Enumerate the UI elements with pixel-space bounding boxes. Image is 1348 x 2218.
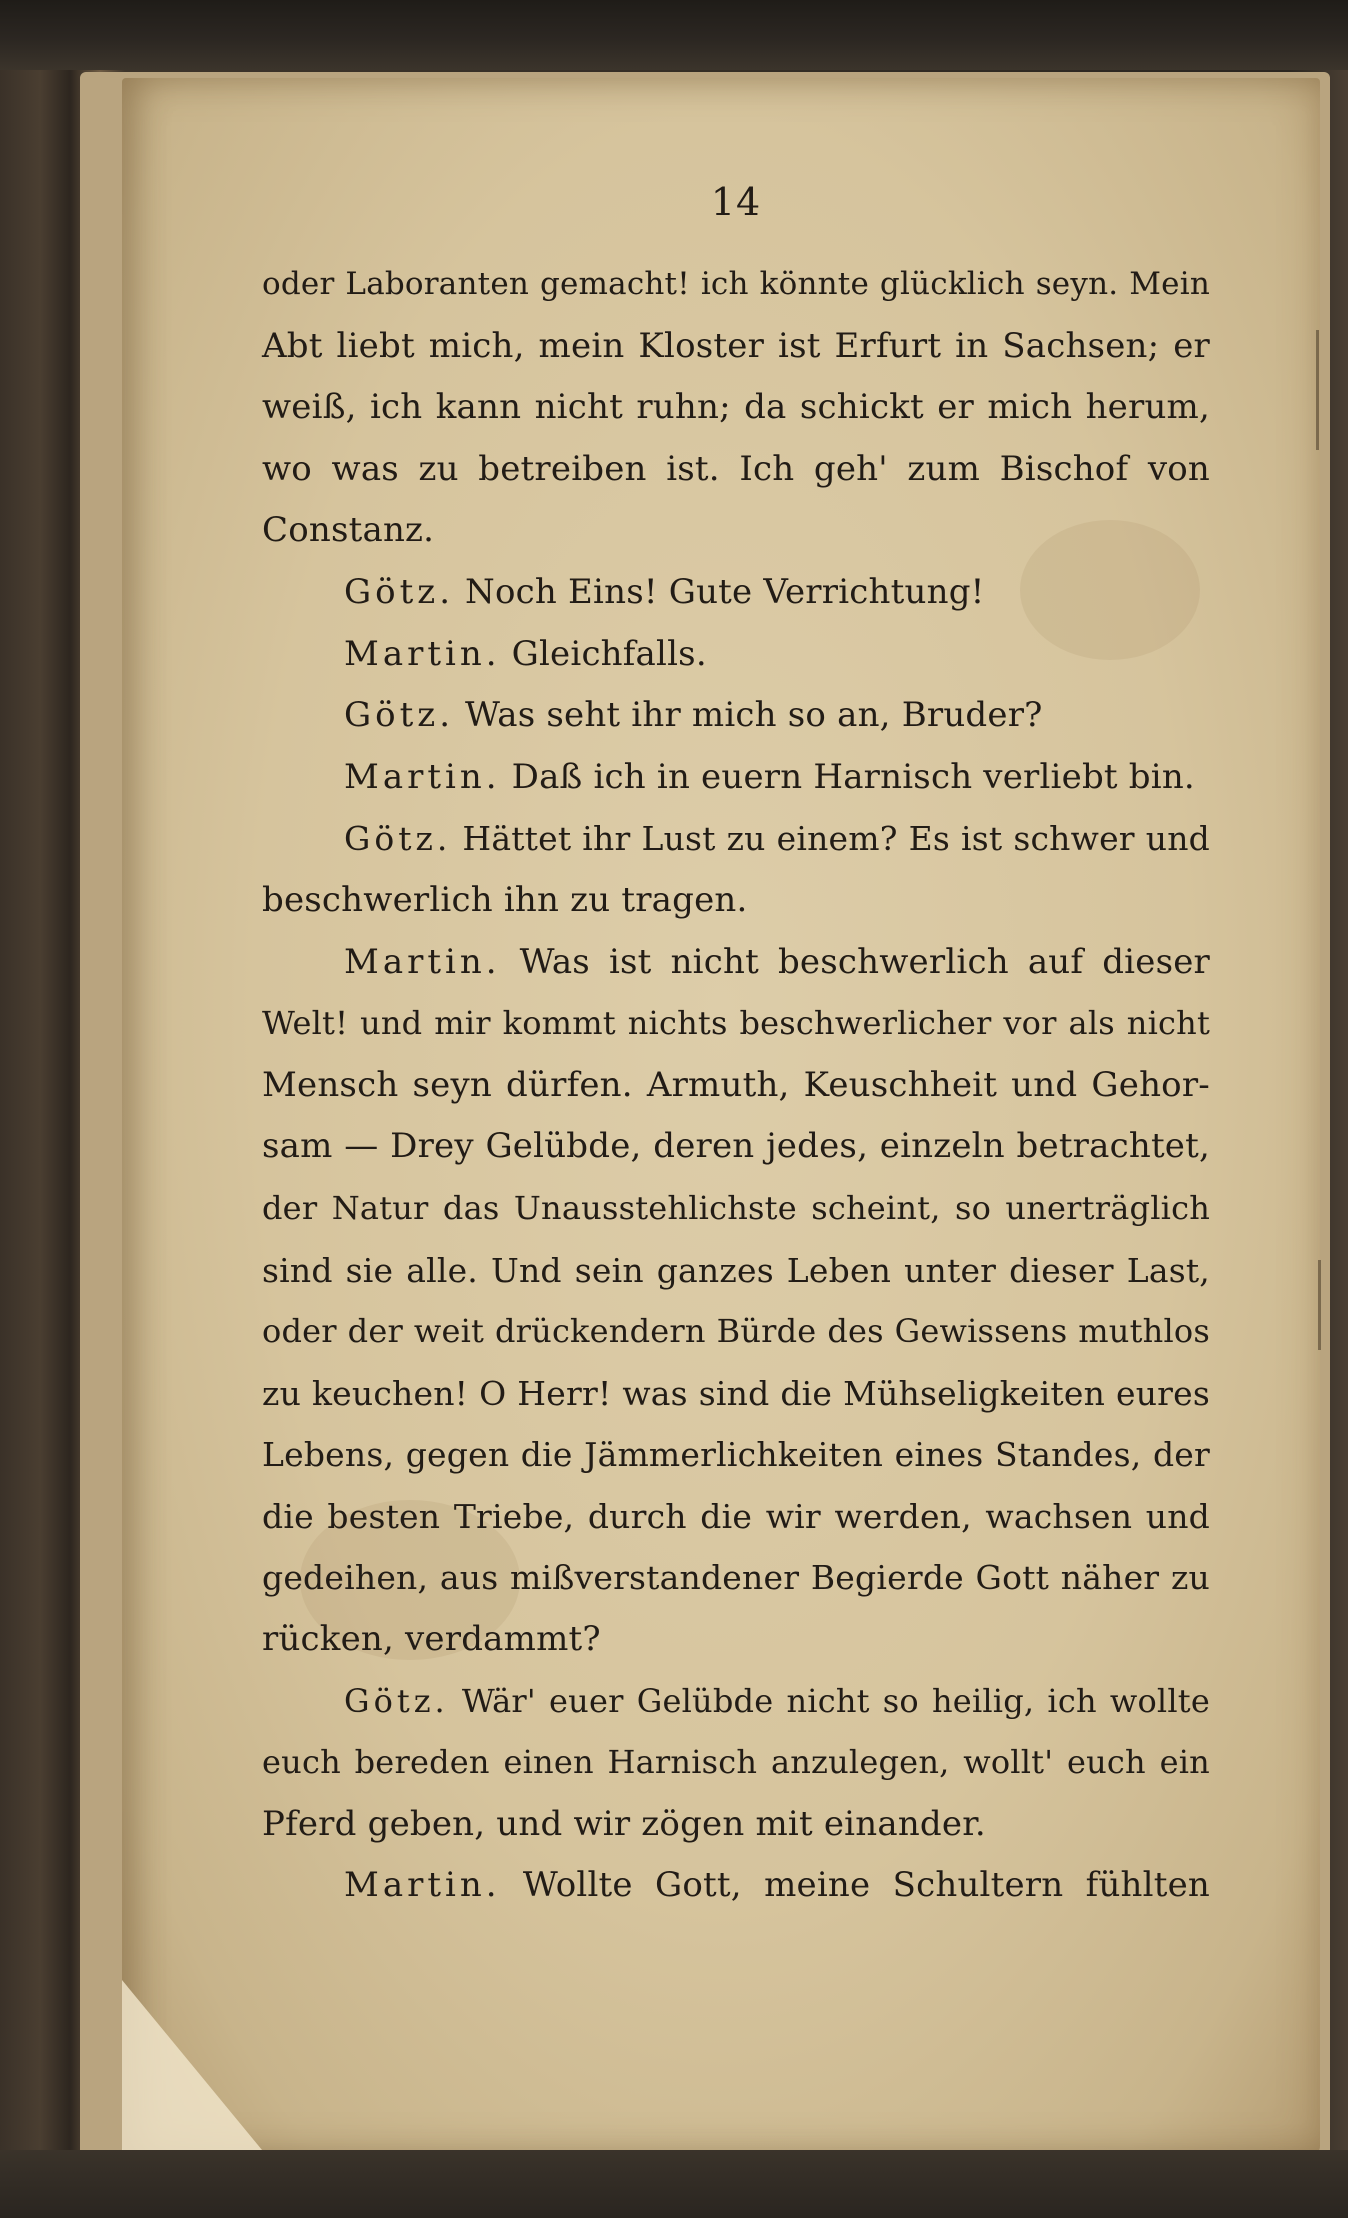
text-line xyxy=(262,870,1210,932)
line-text: Was ist nicht beschwerlich auf dieser xyxy=(519,941,1210,982)
line-text: sam — Drey Gelübde, deren jedes, einzeln betrachtet, xyxy=(262,1126,1210,1167)
speaker-name: Martin. xyxy=(344,633,501,674)
line-text: Abt liebt mich, mein Kloster ist Erfurt in Sachsen; er xyxy=(262,325,1210,366)
text-line xyxy=(262,685,1210,747)
line-text: oder Laboranten gemacht! ich könnte glücklich seyn. Mein xyxy=(262,266,1210,302)
text-line xyxy=(262,1671,1210,1733)
line-text: Was seht ihr mich so an, Bruder? xyxy=(465,695,1043,736)
line-text: rücken, verdammt? xyxy=(262,1619,601,1660)
line-text: Noch Eins! Gute Verrichtung! xyxy=(465,571,985,612)
text-line xyxy=(262,1240,1210,1302)
speaker-name: Martin. xyxy=(344,756,501,797)
text-line xyxy=(262,1363,1210,1425)
line-text: Pferd geben, und wir zögen mit einander. xyxy=(262,1803,986,1844)
line-text: zu keuchen! O Herr! was sind die Mühseligkeiten eures xyxy=(262,1373,1210,1413)
line-text: euch bereden einen Harnisch anzulegen, wollt' euch ein xyxy=(262,1743,1210,1782)
line-text: Mensch seyn dürfen. Armuth, Keuschheit und Gehor- xyxy=(262,1064,1210,1105)
line-text: Constanz. xyxy=(262,510,435,551)
text-line xyxy=(262,932,1210,994)
line-text: oder der weit drückendern Bürde des Gewissens muthlos xyxy=(262,1312,1210,1351)
line-text: Hättet ihr Lust zu einem? Es ist schwer und xyxy=(462,819,1210,859)
text-line xyxy=(262,808,1210,870)
text-line xyxy=(262,1609,1210,1671)
text-line xyxy=(262,624,1210,686)
text-line xyxy=(262,500,1210,562)
speaker-name: Götz. xyxy=(344,695,455,736)
text-line xyxy=(262,1855,1210,1917)
text-line xyxy=(262,1547,1210,1609)
text-line xyxy=(262,377,1210,439)
line-text: die besten Triebe, durch die wir werden, wachsen und xyxy=(262,1496,1210,1536)
line-text: gedeihen, aus mißverstandener Begierde Gott näher zu xyxy=(262,1558,1210,1598)
line-text: Wär' euer Gelübde nicht so heilig, ich wollte xyxy=(461,1681,1210,1720)
line-text: Welt! und mir kommt nichts beschwerlicher vor als nicht xyxy=(262,1004,1210,1043)
book-cover-top-edge xyxy=(0,0,1348,70)
text-line xyxy=(262,254,1210,316)
text-line xyxy=(262,316,1210,378)
line-text: Daß ich in euern Harnisch verliebt bin. xyxy=(511,756,1195,797)
page-edge-mark xyxy=(1316,330,1319,450)
folded-page-corner xyxy=(122,1980,262,2150)
speaker-name: Martin. xyxy=(344,941,501,982)
page-text-block xyxy=(262,180,1210,1917)
line-text: Lebens, gegen die Jämmerlichkeiten eines Standes, der xyxy=(262,1435,1210,1475)
text-line xyxy=(262,1486,1210,1548)
line-text: Wollte Gott, meine Schultern fühlten xyxy=(522,1865,1210,1906)
speaker-name: Götz. xyxy=(344,571,455,612)
line-text: beschwerlich ihn zu tragen. xyxy=(262,879,748,920)
text-line xyxy=(262,1055,1210,1117)
line-text: sind sie alle. Und sein ganzes Leben unter dieser Last, xyxy=(262,1250,1210,1290)
page-number: 14 xyxy=(710,180,762,224)
line-text: weiß, ich kann nicht ruhn; da schickt er mich herum, xyxy=(262,387,1210,428)
speaker-name: Götz. xyxy=(344,1681,449,1720)
text-line xyxy=(262,1794,1210,1856)
book-cover-bottom-edge xyxy=(0,2150,1348,2218)
text-line xyxy=(262,1301,1210,1363)
text-lines xyxy=(262,254,1210,1917)
text-line xyxy=(262,439,1210,501)
page-edge-mark xyxy=(1318,1260,1321,1350)
text-line xyxy=(262,1116,1210,1178)
text-line xyxy=(262,747,1210,809)
text-line xyxy=(262,993,1210,1055)
text-line xyxy=(262,1178,1210,1240)
text-line xyxy=(262,1732,1210,1794)
line-text: wo was zu betreiben ist. Ich geh' zum Bischof von xyxy=(262,448,1210,489)
text-line xyxy=(262,1424,1210,1486)
speaker-name: Götz. xyxy=(344,819,452,859)
line-text: der Natur das Unausstehlichste scheint, so unerträglich xyxy=(262,1188,1210,1227)
text-line xyxy=(262,562,1210,624)
speaker-name: Martin. xyxy=(344,1865,501,1906)
line-text: Gleichfalls. xyxy=(511,633,707,674)
